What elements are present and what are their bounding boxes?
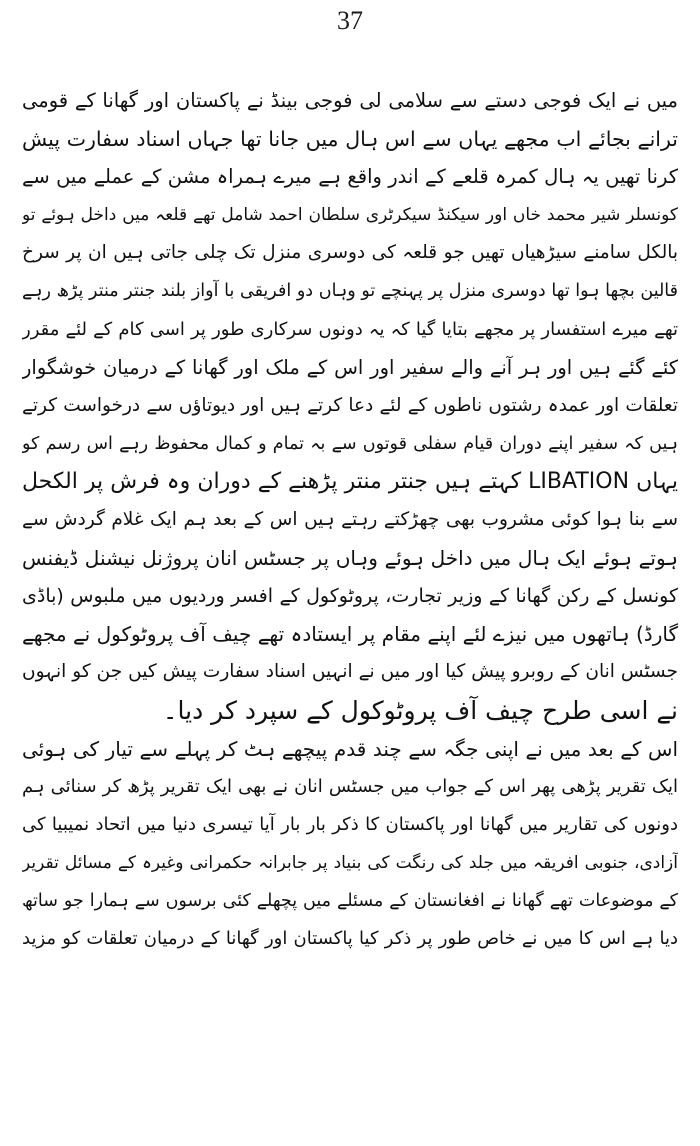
text-line: دونوں کی تقاریر میں گھانا اور پاکستان کا ذکر بار بار آیا تیسری دنیا میں اتحاد نمیبیا کی bbox=[22, 813, 678, 835]
page-number: 37 bbox=[337, 6, 363, 35]
text-line: یہاں LIBATION کہتے ہیں جنتر منتر پڑھنے کے دوران وہ فرش پر الکحل bbox=[22, 468, 678, 494]
body-text bbox=[22, 82, 678, 958]
text-line: کونسل کے رکن گھانا کے وزیر تجارت، پروٹوکول کے افسر وردیوں میں ملبوس (باڈی bbox=[22, 585, 678, 608]
text-line: سے بنا ہوا کوئی مشروب بھی چھڑکتے رہتے ہیں اس کے بعد ہم ایک غلام گردش سے bbox=[22, 509, 678, 531]
text-line: تعلقات اور عمدہ رشتوں ناطوں کے لئے دعا کرتے ہیں اور دیوتاؤں سے درخواست کرتے bbox=[22, 394, 678, 416]
text-line: جسٹس انان کے روبرو پیش کیا اور میں نے انہیں اسناد سفارت پیش کیں جن کو انہوں bbox=[22, 661, 678, 683]
text-line: اس کے بعد میں نے اپنی جگہ سے چند قدم پیچھے ہٹ کر پہلے سے تیار کی ہوئی bbox=[22, 736, 678, 761]
text-line: دیا ہے اس کا میں نے خاص طور پر ذکر کیا پاکستان اور گھانا کے درمیان تعلقات کو مزید bbox=[22, 928, 678, 950]
text-line: ہیں کہ سفیر اپنے دوران قیام سفلی قوتوں سے بہ تمام و کمال محفوظ رہے اس رسم کو bbox=[22, 433, 678, 454]
text-line: تھے میرے استفسار پر مجھے بتایا گیا کہ یہ دونوں سرکاری طور پر اسی کام کے لئے مقرر bbox=[22, 318, 678, 340]
text-line: کئے گئے ہیں اور ہر آنے والے سفیر اور اس کے ملک اور گھانا کے درمیان خوشگوار bbox=[22, 355, 678, 379]
text-line: نے اسی طرح چیف آف پروٹوکول کے سپرد کر دیا۔ bbox=[162, 695, 678, 725]
text-line: ایک تقریر پڑھی پھر اس کے جواب میں جسٹس انان نے بھی ایک تقریر پڑھ کر سنائی ہم bbox=[22, 775, 678, 797]
text-line: آزادی، جنوبی افریقہ میں جلد کی رنگت کی بنیاد پر جابرانہ حکمرانی وغیرہ کے مسائل تقریر bbox=[22, 852, 678, 873]
text-line: گارڈ) ہاتھوں میں نیزے لئے اپنے مقام پر ایستادہ تھے چیف آف پروٹوکول نے مجھے bbox=[22, 622, 678, 647]
text-line: کرنا تھیں یہ ہال کمرہ قلعے کے اندر واقع ہے میرے ہمراہ مشن کے عملے میں سے bbox=[22, 165, 678, 189]
text-line: بالکل سامنے سیڑھیاں تھیں جو قلعہ کی دوسری منزل تک چلی جاتی ہیں ان پر سرخ bbox=[22, 242, 678, 264]
text-line: ترانے بجائے اب مجھے یہاں سے اس ہال میں جانا تھا جہاں اسناد سفارت پیش bbox=[22, 127, 678, 152]
text-line: کونسلر شیر محمد خاں اور سیکنڈ سیکرٹری سلطان احمد شامل تھے قلعہ میں داخل ہوئے تو bbox=[22, 205, 678, 226]
text-line: کے موضوعات تھے گھانا نے افغانستان کے مسئلے میں پچھلے کئی برسوں سے ہمارا جو ساتھ bbox=[22, 890, 678, 911]
text-line: میں نے ایک فوجی دستے سے سلامی لی فوجی بینڈ نے پاکستان اور گھانا کے قومی bbox=[22, 89, 678, 112]
text-line: ہوتے ہوئے ایک ہال میں داخل ہوئے وہاں پر جسٹس انان پروژنل نیشنل ڈیفنس bbox=[22, 546, 678, 571]
text-line: قالین بچھا ہوا تھا دوسری منزل پر پہنچے تو وہاں دو افریقی با آواز بلند جنتر منتر پڑھ رہے bbox=[22, 281, 678, 302]
